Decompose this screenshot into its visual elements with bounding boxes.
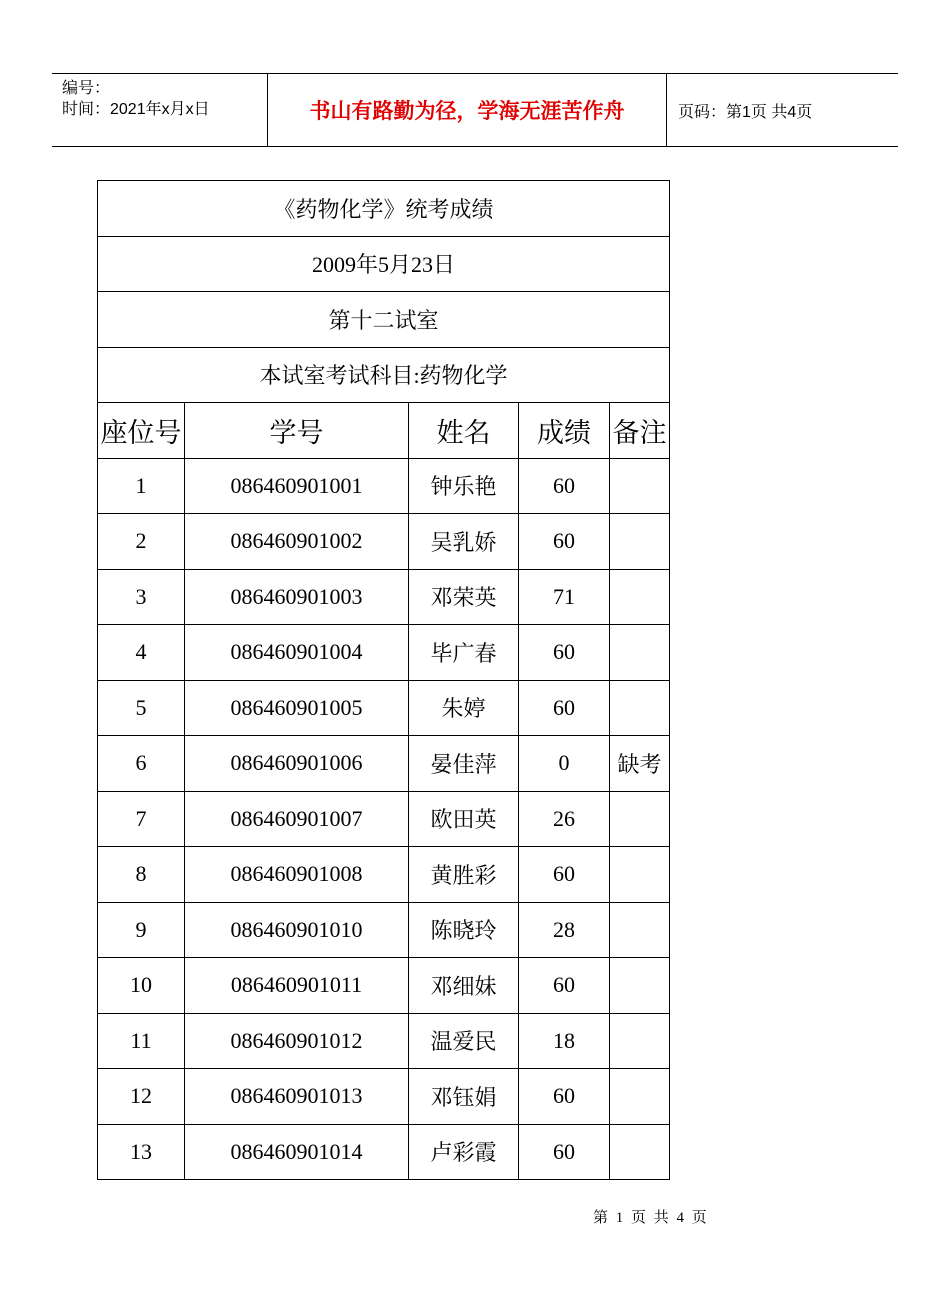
student-id-cell: 086460901012 bbox=[185, 1013, 409, 1069]
table-row bbox=[98, 680, 670, 736]
column-header-note: 备注 bbox=[610, 403, 670, 459]
seat-cell: 7 bbox=[98, 791, 185, 847]
student-name-cell: 卢彩霞 bbox=[409, 1124, 519, 1180]
note-cell: 缺考 bbox=[610, 736, 670, 792]
column-header-score: 成绩 bbox=[519, 403, 610, 459]
table-row bbox=[98, 514, 670, 570]
table-row bbox=[98, 569, 670, 625]
student-name-cell: 毕广春 bbox=[409, 625, 519, 681]
document-time-label: 时间：2021年x月x日 bbox=[62, 101, 210, 118]
header-meta bbox=[62, 78, 267, 120]
score-cell: 60 bbox=[519, 847, 610, 903]
score-cell: 71 bbox=[519, 569, 610, 625]
score-cell: 26 bbox=[519, 791, 610, 847]
seat-cell: 10 bbox=[98, 958, 185, 1014]
table-row bbox=[98, 902, 670, 958]
date-row bbox=[98, 236, 670, 292]
page-footer: 第 1 页 共 4 页 bbox=[593, 1210, 709, 1226]
seat-cell: 2 bbox=[98, 514, 185, 570]
student-name-cell: 钟乐艳 bbox=[409, 458, 519, 514]
student-name-cell: 晏佳萍 bbox=[409, 736, 519, 792]
note-cell bbox=[610, 680, 670, 736]
score-cell: 60 bbox=[519, 458, 610, 514]
seat-cell: 5 bbox=[98, 680, 185, 736]
student-name-cell: 欧田英 bbox=[409, 791, 519, 847]
header-divider bbox=[666, 74, 667, 146]
note-cell bbox=[610, 1013, 670, 1069]
student-name-cell: 邓荣英 bbox=[409, 569, 519, 625]
table-row bbox=[98, 958, 670, 1014]
exam-room: 第十二试室 bbox=[98, 292, 670, 348]
score-cell: 60 bbox=[519, 680, 610, 736]
seat-cell: 4 bbox=[98, 625, 185, 681]
score-cell: 60 bbox=[519, 1124, 610, 1180]
student-id-cell: 086460901005 bbox=[185, 680, 409, 736]
student-name-cell: 吴乳娇 bbox=[409, 514, 519, 570]
table-row bbox=[98, 1069, 670, 1125]
student-id-cell: 086460901007 bbox=[185, 791, 409, 847]
note-cell bbox=[610, 847, 670, 903]
student-id-cell: 086460901004 bbox=[185, 625, 409, 681]
note-cell bbox=[610, 458, 670, 514]
grades-table bbox=[97, 180, 670, 1180]
score-cell: 60 bbox=[519, 1069, 610, 1125]
title-row bbox=[98, 181, 670, 237]
seat-cell: 1 bbox=[98, 458, 185, 514]
student-name-cell: 朱婷 bbox=[409, 680, 519, 736]
student-name-cell: 温爱民 bbox=[409, 1013, 519, 1069]
student-name-cell: 黄胜彩 bbox=[409, 847, 519, 903]
column-header-name: 姓名 bbox=[409, 403, 519, 459]
table-row bbox=[98, 791, 670, 847]
seat-cell: 9 bbox=[98, 902, 185, 958]
score-cell: 60 bbox=[519, 514, 610, 570]
note-cell bbox=[610, 625, 670, 681]
note-cell bbox=[610, 958, 670, 1014]
score-cell: 18 bbox=[519, 1013, 610, 1069]
student-id-cell: 086460901006 bbox=[185, 736, 409, 792]
student-id-cell: 086460901003 bbox=[185, 569, 409, 625]
table-row bbox=[98, 458, 670, 514]
column-header-student-id: 学号 bbox=[185, 403, 409, 459]
note-cell bbox=[610, 514, 670, 570]
exam-date: 2009年5月23日 bbox=[98, 236, 670, 292]
student-id-cell: 086460901014 bbox=[185, 1124, 409, 1180]
column-header-seat: 座位号 bbox=[98, 403, 185, 459]
score-cell: 28 bbox=[519, 902, 610, 958]
student-id-cell: 086460901013 bbox=[185, 1069, 409, 1125]
student-id-cell: 086460901001 bbox=[185, 458, 409, 514]
table-row bbox=[98, 847, 670, 903]
student-name-cell: 邓细妹 bbox=[409, 958, 519, 1014]
note-cell bbox=[610, 569, 670, 625]
note-cell bbox=[610, 791, 670, 847]
subject-row bbox=[98, 347, 670, 403]
header-motto: 书山有路勤为径，学海无涯苦作舟 bbox=[309, 99, 625, 123]
seat-cell: 11 bbox=[98, 1013, 185, 1069]
column-header-row bbox=[98, 403, 670, 459]
student-id-cell: 086460901011 bbox=[185, 958, 409, 1014]
table-row bbox=[98, 1124, 670, 1180]
seat-cell: 8 bbox=[98, 847, 185, 903]
note-cell bbox=[610, 1124, 670, 1180]
header-page-number: 页码：第1页 共4页 bbox=[678, 103, 813, 121]
score-cell: 60 bbox=[519, 625, 610, 681]
document-number-label: 编号： bbox=[62, 80, 111, 97]
student-id-cell: 086460901010 bbox=[185, 902, 409, 958]
score-cell: 0 bbox=[519, 736, 610, 792]
student-id-cell: 086460901008 bbox=[185, 847, 409, 903]
seat-cell: 3 bbox=[98, 569, 185, 625]
student-id-cell: 086460901002 bbox=[185, 514, 409, 570]
room-row bbox=[98, 292, 670, 348]
document-title: 《药物化学》统考成绩 bbox=[98, 181, 670, 237]
note-cell bbox=[610, 1069, 670, 1125]
student-name-cell: 邓钰娟 bbox=[409, 1069, 519, 1125]
seat-cell: 12 bbox=[98, 1069, 185, 1125]
note-cell bbox=[610, 902, 670, 958]
student-name-cell: 陈晓玲 bbox=[409, 902, 519, 958]
table-row bbox=[98, 625, 670, 681]
table-row bbox=[98, 1013, 670, 1069]
table-row bbox=[98, 736, 670, 792]
seat-cell: 13 bbox=[98, 1124, 185, 1180]
seat-cell: 6 bbox=[98, 736, 185, 792]
page-header bbox=[52, 73, 898, 147]
score-cell: 60 bbox=[519, 958, 610, 1014]
exam-subject: 本试室考试科目:药物化学 bbox=[98, 347, 670, 403]
